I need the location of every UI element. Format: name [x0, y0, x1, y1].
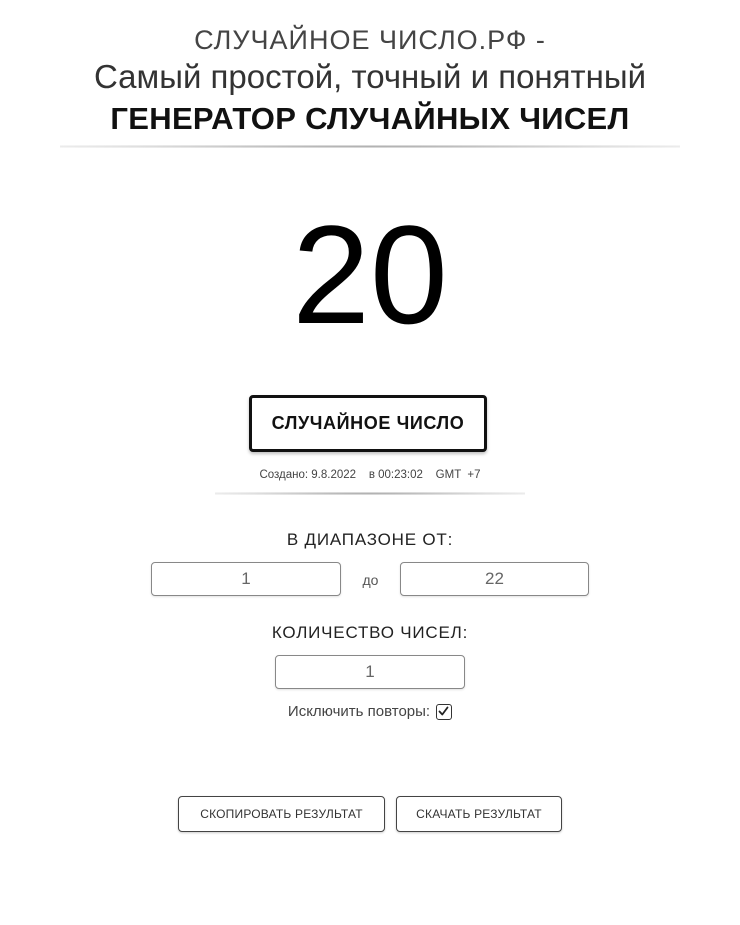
range-to-input[interactable] — [400, 562, 589, 596]
site-name: СЛУЧАЙНОЕ ЧИСЛО.РФ - — [194, 25, 546, 55]
page-title: ГЕНЕРАТОР СЛУЧАЙНЫХ ЧИСЕЛ — [110, 101, 630, 136]
range-separator: до — [362, 572, 379, 588]
tagline: Самый простой, точный и понятный — [93, 58, 647, 95]
generate-button[interactable]: СЛУЧАЙНОЕ ЧИСЛО — [249, 395, 487, 452]
exclude-repeats-checkbox[interactable] — [436, 704, 452, 720]
download-result-button[interactable]: СКАЧАТЬ РЕЗУЛЬТАТ — [396, 796, 562, 832]
exclude-repeats-row — [0, 703, 740, 720]
checkmark-icon — [438, 706, 449, 717]
result-divider — [215, 492, 525, 495]
count-input[interactable] — [275, 655, 465, 689]
range-label: В ДИАПАЗОНЕ ОТ: — [286, 530, 454, 549]
header-divider — [60, 145, 680, 148]
copy-result-button[interactable]: СКОПИРОВАТЬ РЕЗУЛЬТАТ — [178, 796, 385, 832]
created-timestamp: Создано: 9.8.2022 в 00:23:02 GMT +7 — [259, 469, 481, 481]
count-label: КОЛИЧЕСТВО ЧИСЕЛ: — [271, 623, 469, 642]
result-number: 20 — [292, 196, 448, 353]
exclude-repeats-label: Исключить повторы: — [287, 703, 431, 720]
range-from-input[interactable] — [151, 562, 341, 596]
